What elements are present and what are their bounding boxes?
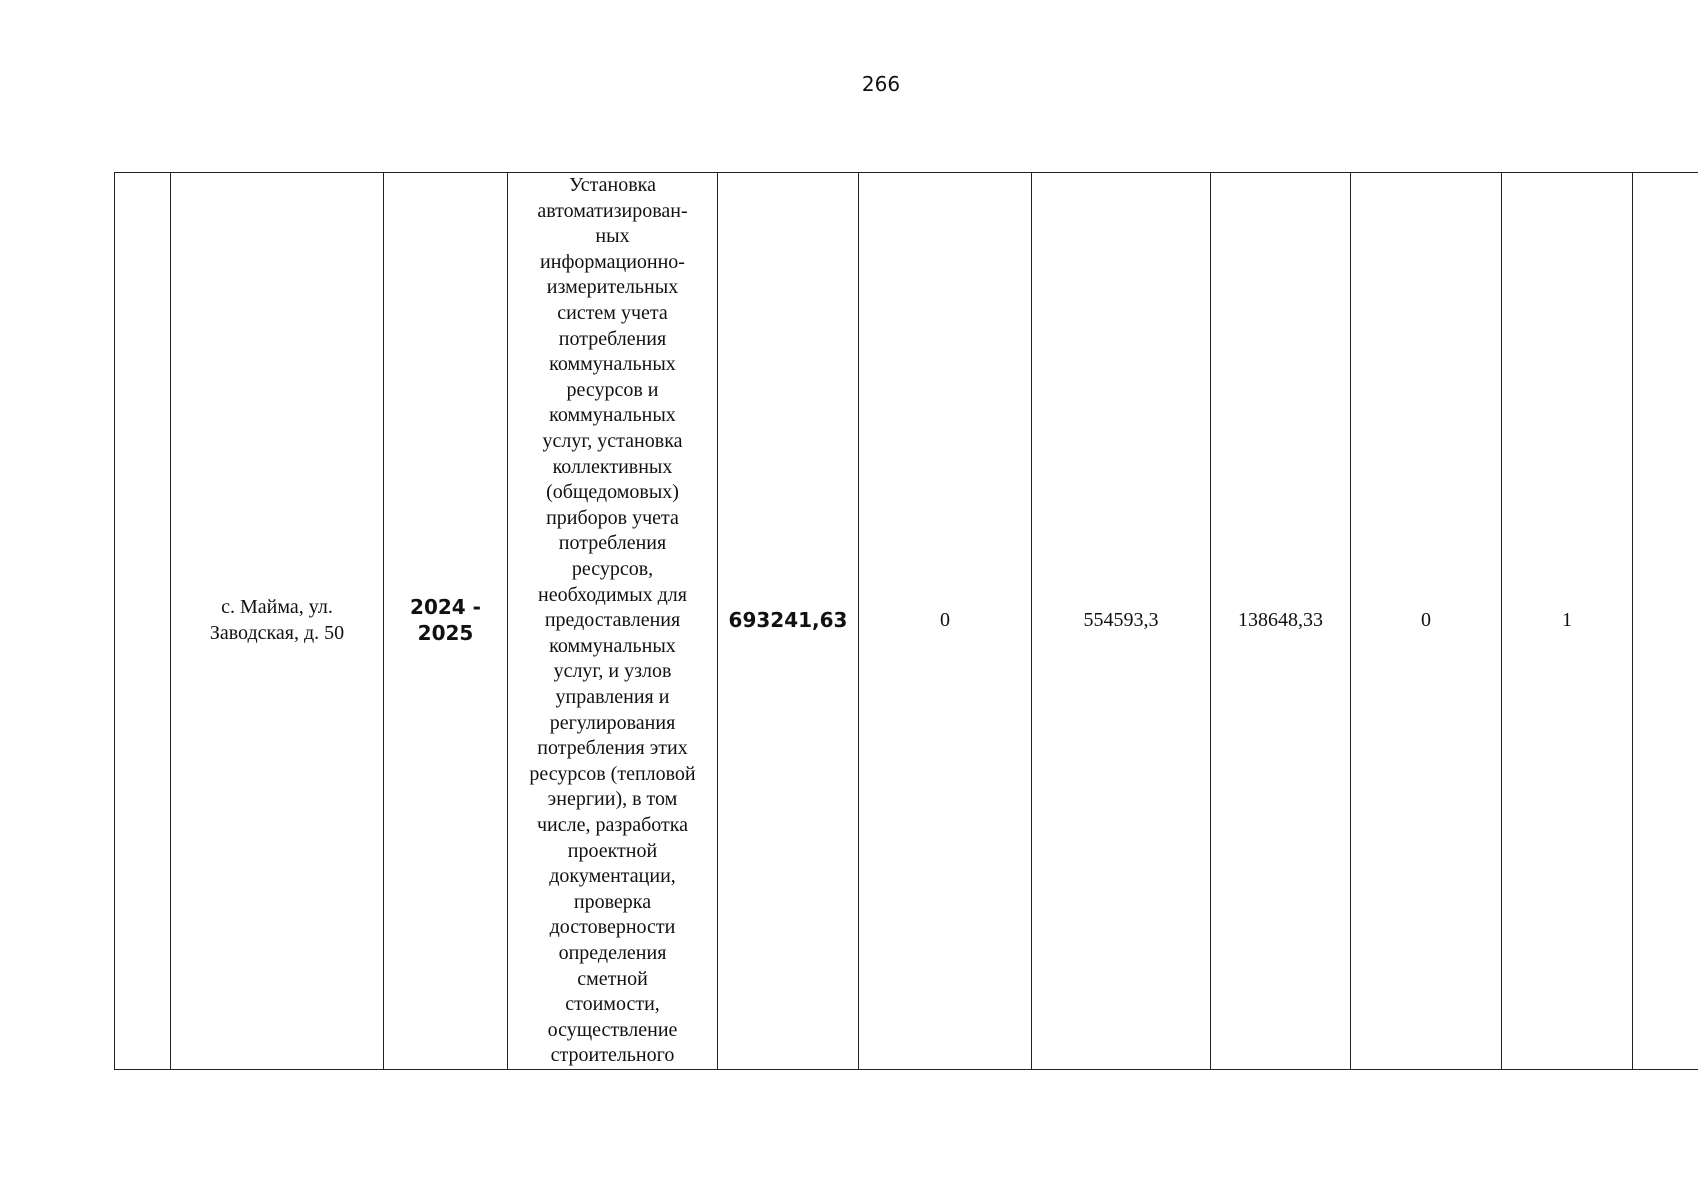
work-description-line: проектной	[567, 839, 658, 862]
work-description-cell	[508, 173, 718, 1070]
value-cell-3: 138648,33	[1211, 173, 1351, 1070]
total-cost-cell: 693241,63	[718, 173, 859, 1070]
work-description-line: ных	[595, 225, 630, 248]
work-description-line: информационно-	[540, 250, 685, 273]
work-description-line: сметной	[577, 967, 648, 990]
work-description-line: коммунальных	[549, 404, 676, 427]
works-table	[114, 172, 1698, 1070]
value-cell-4: 0	[1351, 173, 1502, 1070]
work-description-line: потребления	[558, 532, 667, 555]
last-cell	[1633, 173, 1698, 1070]
work-description-line: приборов учета	[546, 506, 679, 529]
work-description-line: коллективных	[552, 455, 673, 478]
work-description-line: измерительных	[546, 276, 679, 299]
work-description-line: (общедомовых)	[546, 481, 679, 504]
page-number: 266	[861, 72, 901, 96]
work-description-line: услуг, установка	[542, 430, 683, 453]
work-description-line: стоимости,	[565, 993, 660, 1016]
work-description-line: потребления	[558, 327, 667, 350]
value-cell-2: 554593,3	[1032, 173, 1211, 1070]
work-description-line: предоставления	[544, 609, 681, 632]
work-description-line: числе, разработка	[536, 813, 689, 836]
period-line-2: 2025	[417, 621, 474, 645]
work-description-line: проверка	[573, 890, 652, 913]
row-number-cell	[115, 173, 171, 1070]
work-description-line: автоматизирован-	[537, 199, 688, 222]
work-description-line: документации,	[549, 865, 676, 888]
work-description-line: потребления этих	[537, 737, 688, 760]
work-description-line: необходимых для	[538, 583, 687, 606]
work-description-line: услуг, и узлов	[553, 660, 672, 683]
work-description-line: Установка	[569, 174, 656, 197]
table-row	[115, 173, 1698, 1070]
work-description-line: ресурсов и	[566, 378, 659, 401]
work-description-line: ресурсов,	[571, 558, 654, 581]
work-description-line: регулирования	[549, 711, 676, 734]
value-cell-5: 1	[1502, 173, 1633, 1070]
work-description-line: строительного	[550, 1044, 675, 1067]
address-cell	[171, 173, 384, 1070]
work-description-line: управления и	[555, 685, 670, 708]
period-line-1: 2024 -	[410, 595, 481, 620]
work-description-line: определения	[558, 941, 667, 964]
work-description-line: ресурсов (тепловой	[529, 762, 696, 785]
address-line-2: Заводская, д. 50	[209, 622, 345, 644]
work-description-line: систем учета	[557, 302, 668, 325]
work-description-line: достоверности	[549, 916, 676, 939]
address-line-1: с. Майма, ул.	[221, 596, 333, 619]
work-description-line: энергии), в том	[547, 788, 678, 811]
period-cell	[384, 173, 508, 1070]
value-cell-1: 0	[859, 173, 1032, 1070]
work-description-line: коммунальных	[549, 353, 676, 376]
work-description-line: коммунальных	[549, 634, 676, 657]
work-description-line: осуществление	[547, 1018, 678, 1041]
